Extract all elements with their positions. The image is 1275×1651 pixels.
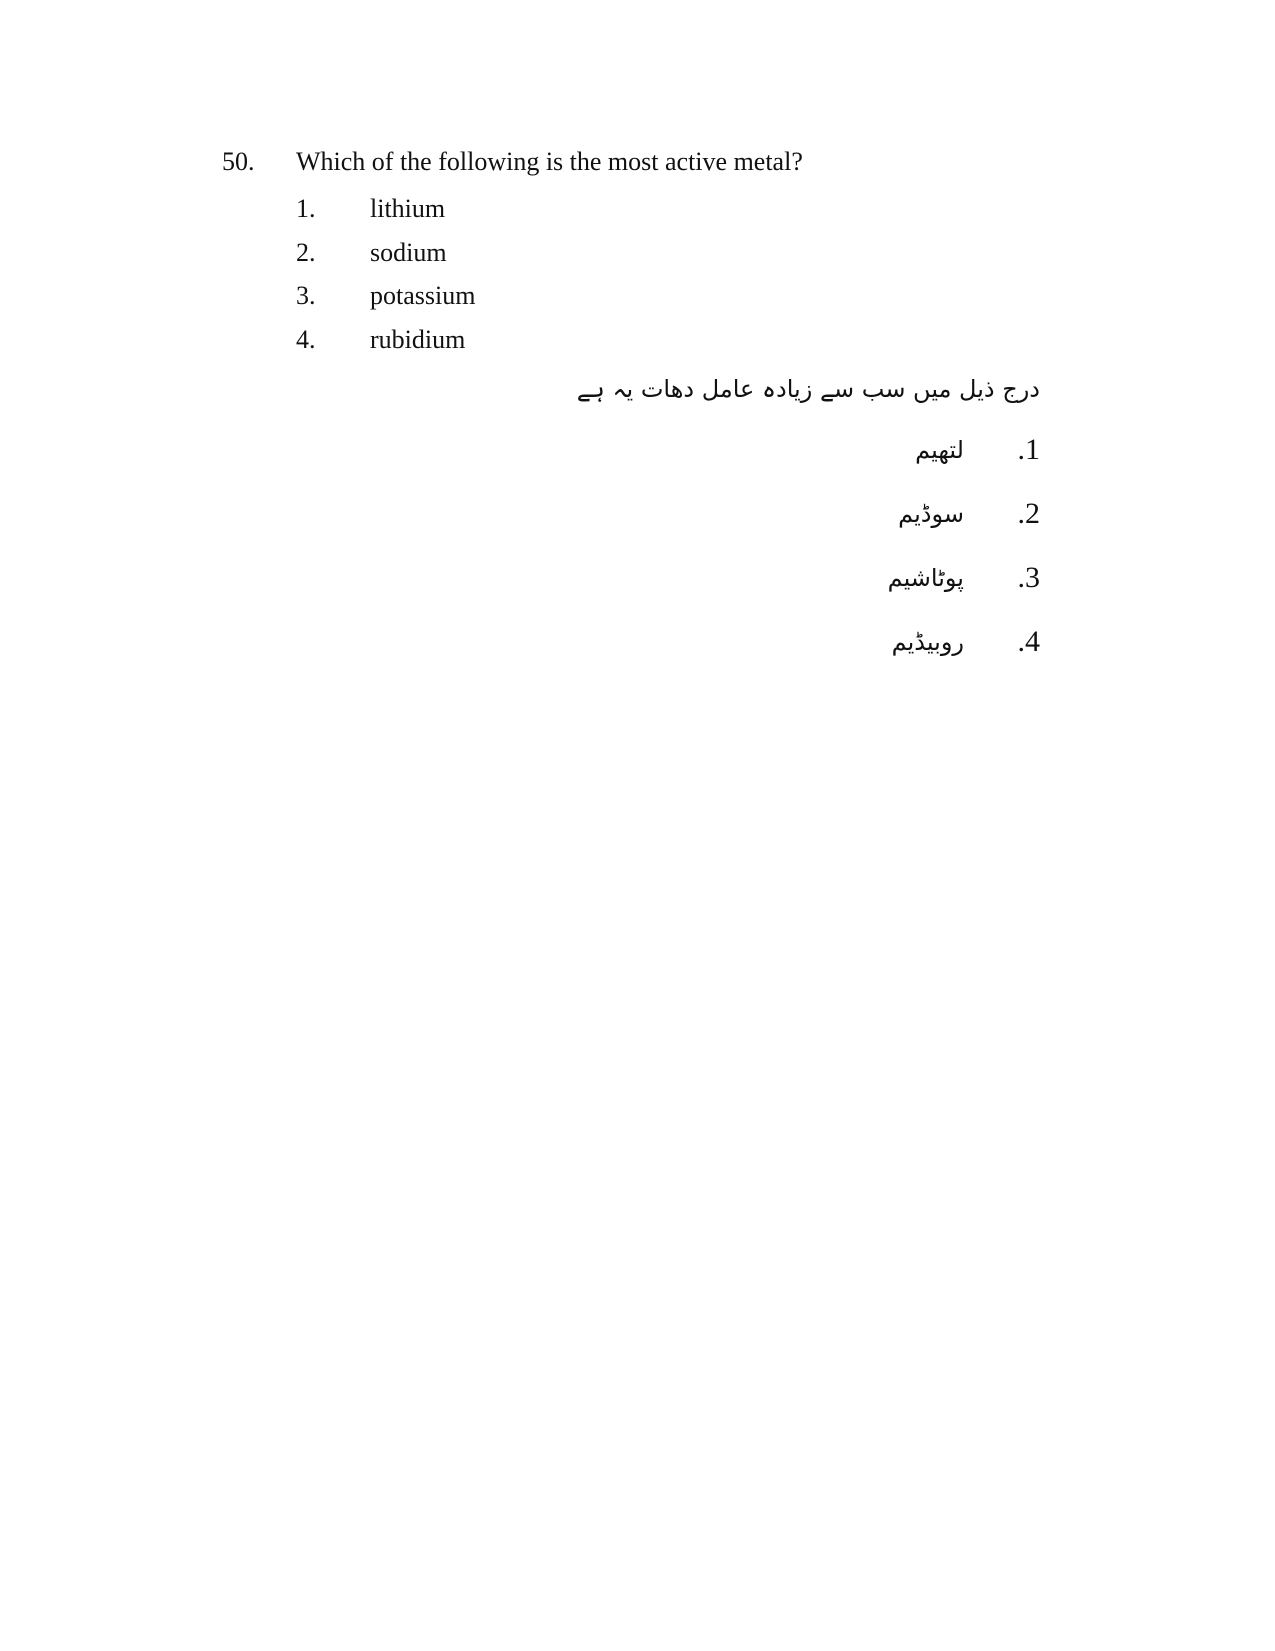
option-en-2 <box>296 237 475 281</box>
urdu-options-list <box>577 418 1040 674</box>
option-ur-1 <box>577 418 1040 482</box>
question-text: Which of the following is the most active metal? <box>296 147 803 176</box>
option-number: 4. <box>296 324 316 354</box>
option-label: سوڈیم <box>898 500 964 528</box>
option-number: 2. <box>296 237 316 267</box>
option-ur-2 <box>577 482 1040 546</box>
option-number: 3. <box>296 281 316 310</box>
option-number: 1. <box>296 194 316 223</box>
question-number: 50. <box>222 147 255 176</box>
option-ur-4 <box>577 610 1040 674</box>
option-label: روبیڈیم <box>891 628 964 656</box>
option-ur-3 <box>577 546 1040 610</box>
urdu-question-block <box>577 372 1040 674</box>
option-en-4 <box>296 324 475 368</box>
option-label: sodium <box>370 237 447 267</box>
option-number: .2 <box>1017 497 1040 530</box>
option-label: پوٹاشیم <box>887 564 964 592</box>
urdu-question-text: درج ذیل میں سب سے زیادہ عامل دھات یہ ہے <box>576 375 1040 403</box>
option-label: potassium <box>370 281 476 310</box>
option-label: lithium <box>370 194 446 223</box>
english-options-list <box>296 193 475 367</box>
option-number: .3 <box>1017 561 1040 594</box>
option-number: .1 <box>1017 433 1040 466</box>
option-number: .4 <box>1017 625 1040 658</box>
option-en-3 <box>296 280 475 324</box>
option-label: rubidium <box>370 324 466 354</box>
option-label: لتھیم <box>915 436 964 464</box>
option-en-1 <box>296 193 475 237</box>
